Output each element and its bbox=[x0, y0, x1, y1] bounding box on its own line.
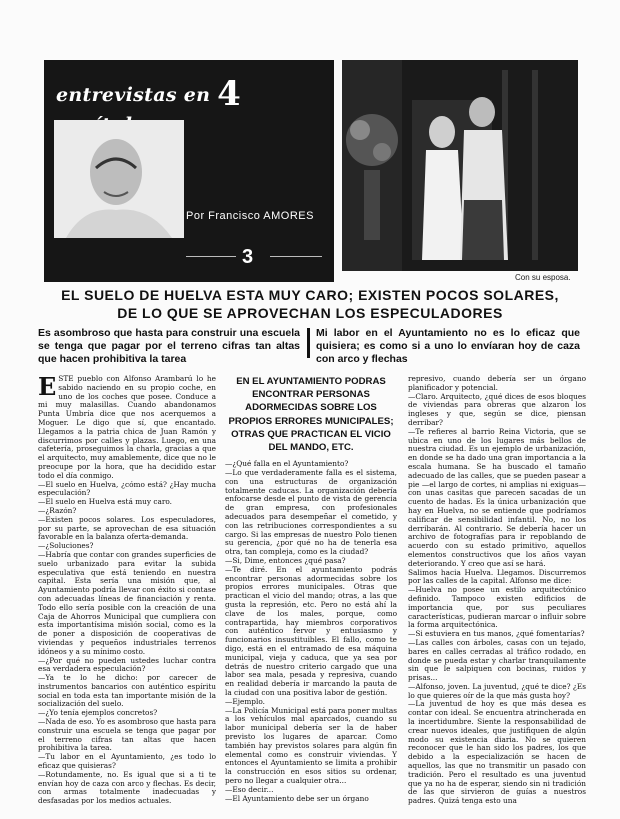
deck-left: Es asombroso que hasta para construir una escuela se tenga que pagar por el terreno cifras tan altas que hacen prohibitiva la tarea bbox=[38, 327, 300, 365]
paragraph: —Existen pocos solares. Los especuladores, por su parte, se aprovechan de esa situación favorable en la balanza oferta-demanda. bbox=[38, 514, 216, 542]
paragraph: —¿Razón? bbox=[38, 505, 77, 515]
paragraph: —Lo que verdaderamente falla es el sistema, con una estructuras de organización totalmente caducas. La organización debería enfocarse desde el punto de vista de gerencia de gran empresa, con profesionales adecuados para desempeñar el cometido, y con las retribuciones correspondientes a su cargo. Si las empresas de nuestro Polo tienen su gerencia, ¿por qué no ha de tenerla esa otra, tan compleja, como es la ciudad? bbox=[225, 468, 397, 557]
paragraph: —Si, Dime, entonces ¿qué pasa? bbox=[225, 555, 346, 565]
paragraph: —Ya te lo he dicho: por carecer de instrumentos bancarios con auténtico espíritu social en toda esta tan importante misión de la socialización del suelo. bbox=[38, 673, 216, 709]
paragraph: —El suelo en Huelva, ¿cómo está? ¿Hay mucha especulación? bbox=[38, 479, 216, 498]
paragraph: —La Policía Municipal está para poner multas a los vehículos mal aparcados, cuando su labor municipal debería ser la de haber previsto los lugares de aparcar. Como también hay previstos solares para algún fin elemental como es construir viviendas. Y entonces el Ayuntamiento se limita a prohibir la construcción en esos sitios su ordenar, pero no llegar a cualquier otra... bbox=[225, 705, 397, 785]
paragraph: —Nada de eso. Yo es asombroso que hasta para construir una escuela se tenga que pagar por el terreno cifras tan altas que hacen prohibitiva la tarea. bbox=[38, 717, 216, 753]
header-photo bbox=[44, 60, 334, 282]
divider bbox=[270, 256, 322, 257]
divider bbox=[186, 256, 236, 257]
paragraph: —Te refieres al barrio Reina Victoria, que se ubica en uno de los lugares más bellos de nuestra ciudad. Es un ejemplo de urbanización, en donde se ha dado una gran importancia a la escala humana. Se ha buscado el tamaño adecuado de las calles, que se pueden pasear a pie —el largo de cortes, ni amplias ni exiguas— con unas casitas que parecen sacadas de un cuento de hadas. Es la única urbanización que hay en Huelva, no se entiende que podríamos calificar de sensibilidad infantil. No, no los derribarán. Al contrario. Se debería hacer un archivo de fotografías para ir repoblando de acuerdo con su estado primitivo, aquellos elementos constructivos que los años vayan deteriorando. Y creo que así se hará. bbox=[408, 426, 586, 568]
chapter-number: 3 bbox=[242, 246, 254, 268]
paragraph: —Si estuviera en tus manos, ¿qué fomentarías? bbox=[408, 629, 585, 639]
paragraph: —Ejemplo. bbox=[225, 696, 265, 706]
paragraph: —El suelo en Huelva está muy caro. bbox=[38, 497, 173, 507]
deck-separator bbox=[307, 328, 310, 358]
banner-number: 4 bbox=[217, 74, 242, 114]
paragraph: —¿Por qué no pueden ustedes luchar contra esa verdadera especulación? bbox=[38, 655, 216, 674]
paragraph: —Claro. Arquitecto, ¿qué dices de esos bloques de viviendas para obreras que alzaron los ingleses y que, según se dice, piensan derribar? bbox=[408, 391, 586, 427]
paragraph: —La juventud de hoy es que más desea es contar con ideal. Se encuentra atrincherada en la incertidumbre. Siente la responsabilidad de crear nuevos ideales, que justifiquen de algún modo su existencia diaria. No se quieren reconocer que le han sido los padres, los que debido a la especialización se hacen de aquellos, las que no transmitir un pasado con tradición. Pero el resultado es una juventud que ya no ha de esperar, siendo sin ni tradición de las que sirvieron de guías a nuestros padres. Quizá tenga esto una bbox=[408, 699, 586, 806]
paragraph: —¿Soluciones? bbox=[38, 541, 94, 551]
portrait-image bbox=[54, 120, 184, 238]
paragraph: —¿Qué falla en el Ayuntamiento? bbox=[225, 459, 349, 469]
paragraph: represivo, cuando debería ser un órgano planificador y potencial. bbox=[408, 374, 586, 392]
intro-paragraph bbox=[38, 372, 216, 481]
headline-line-2: DE LO QUE SE APROVECHAN LOS ESPECULADORES bbox=[117, 305, 503, 321]
article-column-2 bbox=[225, 375, 397, 803]
drop-cap: E bbox=[38, 372, 57, 401]
intro-text: STE pueblo con Alfonso Arambarú lo he sabido naciendo en su propio coche, en uno de los coches que posee. Conduce a mi muy malasillas. Cuando abandonamos Punta Umbría dice que nos acerquemos a Moguer. Le digo que sí, que encantado. Llegamos a la patria chica de Juan Ramón y discurrimos por calles y plazas. Luego, en una cafetería, proseguimos la charla, gracias a que el arquitecto, muy amablemente, dice que no le preocupe por la hora, que ha decidido estar todo el día conmigo. bbox=[38, 374, 216, 480]
byline: Por Francisco AMORES bbox=[186, 210, 314, 222]
paragraph: —Habría que contar con grandes superficies de suelo urbanizado para evitar la subida especulativa que está teniendo en nuestra capital. Esta sería una misión que, al Ayuntamiento podría llevar con éxito si contase con adecuadas líneas de financiación y renta. Todo ello sería posible con la creación de una Caja de Ahorros Municipal que cumpliera con esta importantísima misión social, como es la de poner a disposición de cooperativas de viviendas y pequeños industriales terrenos idóneos y a su mínimo costo. bbox=[38, 549, 216, 656]
photo-caption: Con su esposa. bbox=[515, 273, 571, 282]
paragraph: —Tu labor en el Ayuntamiento, ¿es todo lo eficaz que quisieras? bbox=[38, 752, 216, 771]
paragraph: —¿Yo tenía ejemplos concretos? bbox=[38, 708, 158, 718]
paragraph: —El Ayuntamiento debe ser un órgano bbox=[225, 793, 369, 803]
paragraph: —Rotundamente, no. Es igual que si a ti te envían hoy de caza con arco y flechas. Es decir, con armas totalmente inadecuadas y desfasadas por los medios actuales. bbox=[38, 769, 216, 806]
article-column-1 bbox=[38, 372, 216, 806]
paragraph: —Eso decir... bbox=[225, 784, 274, 794]
paragraph: —Te diré. En el ayuntamiento podrás encontrar personas adormecidas sobre los propios errores municipales. Otras que practican el vicio del mando; otras, a las que gusta la represión, etc. Pero no está ahí la clave de los males, porque, como contrapartida, hay miembros corporativos con auténtico fervor y entusiasmo y funcionarios insustituibles. El fallo, como te digo, está en el entramado de esa máquina municipal, vieja y caduca, que ya sea por detrás de nuestro criterio cargado que una labor sea mala, pesada y represiva, cuando en realidad debería ir marcando la pauta de la ciudad con una positiva labor de gestión. bbox=[225, 564, 397, 697]
banner-title: entrevistas en bbox=[56, 84, 211, 106]
article-column-3 bbox=[408, 375, 586, 806]
paragraph: —Huelva no posee un estilo arquitectónico definido. Tampoco existen edificios de importancia que, por sus peculiares características, pudieran marcar o influir sobre la forma arquitectónica. bbox=[408, 585, 586, 630]
column-subhead: EN EL AYUNTAMIENTO PODRAS ENCONTRAR PERSONAS ADORMECIDAS SOBRE LOS PROPIOS ERRORES MUNICIPALES; OTRAS QUE PRACTICAN EL VICIO DEL MANDO, ETC. bbox=[228, 376, 394, 454]
headline-line-1: EL SUELO DE HUELVA ESTA MUY CARO; EXISTEN POCOS SOLARES, bbox=[61, 287, 559, 303]
deck-right: Mi labor en el Ayuntamiento no es lo eficaz que quisiera; es como si a uno lo envíaran hoy de caza con arco y flechas bbox=[316, 327, 580, 365]
paragraph: —Alfonso, joven. La juventud, ¿qué te dice? ¿Es lo que quieres oír de la que más gusta hoy? bbox=[408, 681, 586, 700]
paragraph: —Las calles con árboles, casas con un tejado, bares en calles cerradas al tráfico rodado, en donde se pueda estar y charlar tranquilamente sin que le salpiquen con bocinas, ruidos y prisas... bbox=[408, 637, 586, 683]
paragraph: Salimos hacia Huelva. Llegamos. Discurremos por las calles de la capital. Alfonso me dice: bbox=[408, 567, 586, 586]
couple-photo bbox=[342, 60, 578, 271]
